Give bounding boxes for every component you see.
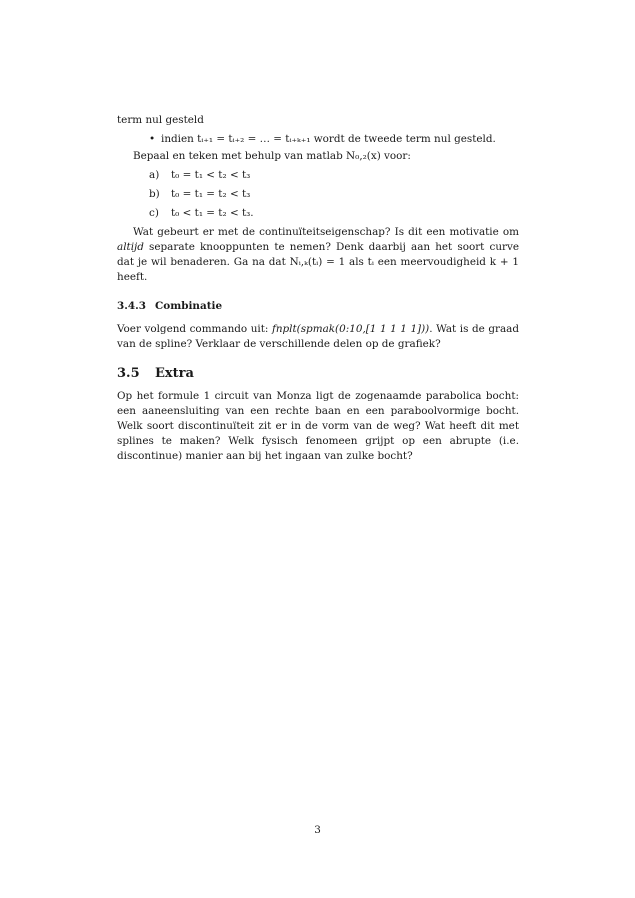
section-title: Extra — [155, 366, 194, 381]
subsection-heading — [117, 299, 519, 314]
section-number: 3.5 — [117, 366, 140, 381]
case-c — [149, 206, 519, 221]
combinatie-text-2: . Wat is de graad van de spline? Verklaar de verschillende delen op de grafiek? — [117, 323, 519, 350]
extra-paragraph: Op het formule 1 circuit van Monza ligt de zogenaamde parabolica bocht: een aaneensluiting van een rechte baan en een paraboolvormige bocht. Welk soort discontinuïteit zit er in de vorm van de weg? Wat heeft dit met splines te maken? Welk fysisch fenomeen grijpt op een abrupte (i.e. discontinue) manier aan bij het ingaan van zulke bocht? — [117, 390, 519, 462]
bullet-dot-icon: • — [149, 133, 156, 145]
combinatie-paragraph — [117, 322, 519, 352]
case-b-text: t₀ = t₁ = t₂ < t₃ — [171, 188, 251, 200]
question-text-1: Wat gebeurt er met de continuïteitseigenschap? Is dit een motivatie om — [133, 226, 519, 238]
subsection-title: Combinatie — [155, 300, 223, 312]
section-heading — [117, 366, 519, 381]
case-a-label: a) — [149, 169, 160, 181]
page-number: 3 — [314, 824, 321, 836]
page-body — [117, 113, 519, 464]
case-b — [149, 187, 519, 202]
combinatie-text-1: Voer volgend commando uit: — [117, 323, 272, 335]
case-list — [149, 168, 519, 221]
bullet-item — [149, 132, 519, 147]
question-paragraph — [117, 225, 519, 285]
case-c-text: t₀ < t₁ = t₂ < t₃. — [171, 207, 254, 219]
case-b-label: b) — [149, 188, 160, 200]
case-a-text: t₀ = t₁ < t₂ < t₃ — [171, 169, 251, 181]
question-emphasis: altijd — [117, 241, 144, 253]
continuation-line: term nul gesteld — [117, 114, 204, 126]
case-a — [149, 168, 519, 183]
question-text-2: separate knooppunten te nemen? Denk daarbij aan het soort curve dat je wil benaderen. Ga na dat Nᵢ,ₖ(tᵢ) = 1 als tᵢ een meervoudigheid k + 1 heeft. — [117, 241, 519, 283]
task-intro: Bepaal en teken met behulp van matlab N₀,₂(x) voor: — [133, 150, 411, 162]
bullet-text: indien tᵢ₊₁ = tᵢ₊₂ = … = tᵢ₊ₖ₊₁ wordt de tweede term nul gesteld. — [161, 133, 496, 145]
combinatie-command: fnplt(spmak(0:10,[1 1 1 1 1])) — [271, 323, 430, 335]
case-c-label: c) — [149, 207, 159, 219]
subsection-number: 3.4.3 — [117, 300, 146, 312]
